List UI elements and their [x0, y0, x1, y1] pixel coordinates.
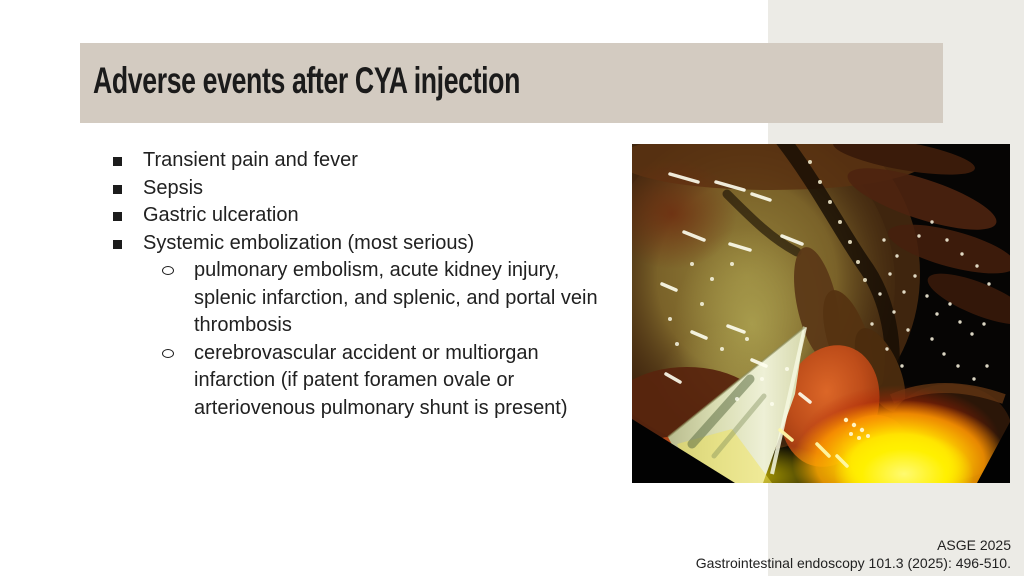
citation-line-1: ASGE 2025	[937, 537, 1011, 553]
bullet-text: cerebrovascular accident or multiorgan infarction (if patent foramen ovale or arteriovenous pulmonary shunt is present)	[194, 341, 568, 419]
citation-line-2: Gastrointestinal endoscopy 101.3 (2025): 496-510.	[695, 555, 1011, 571]
title-bar	[80, 43, 943, 123]
list-item	[113, 147, 673, 175]
endoscopy-image	[632, 144, 1010, 483]
list-item	[162, 257, 673, 340]
bullet-circle-icon	[162, 266, 174, 275]
bullet-text: Transient pain and fever	[143, 149, 358, 171]
bullet-square-icon	[113, 185, 122, 194]
list-item	[162, 340, 673, 423]
bullet-square-icon	[113, 240, 122, 249]
bullet-circle-icon	[162, 349, 174, 358]
bullet-square-icon	[113, 157, 122, 166]
bullet-square-icon	[113, 212, 122, 221]
bullet-text: pulmonary embolism, acute kidney injury, splenic infarction, and splenic, and portal vein thrombosis	[194, 259, 598, 336]
bullet-text: Gastric ulceration	[143, 204, 299, 226]
list-item	[113, 202, 673, 230]
page-title: Adverse events after CYA injection	[93, 60, 521, 101]
bullet-text: Sepsis	[143, 176, 204, 199]
bullet-list	[113, 147, 673, 422]
bullet-text: Systemic embolization (most serious)	[143, 231, 475, 254]
endoscopy-image-svg	[632, 144, 1010, 483]
list-item	[113, 230, 673, 258]
list-item	[113, 175, 673, 203]
citation	[696, 536, 1011, 572]
